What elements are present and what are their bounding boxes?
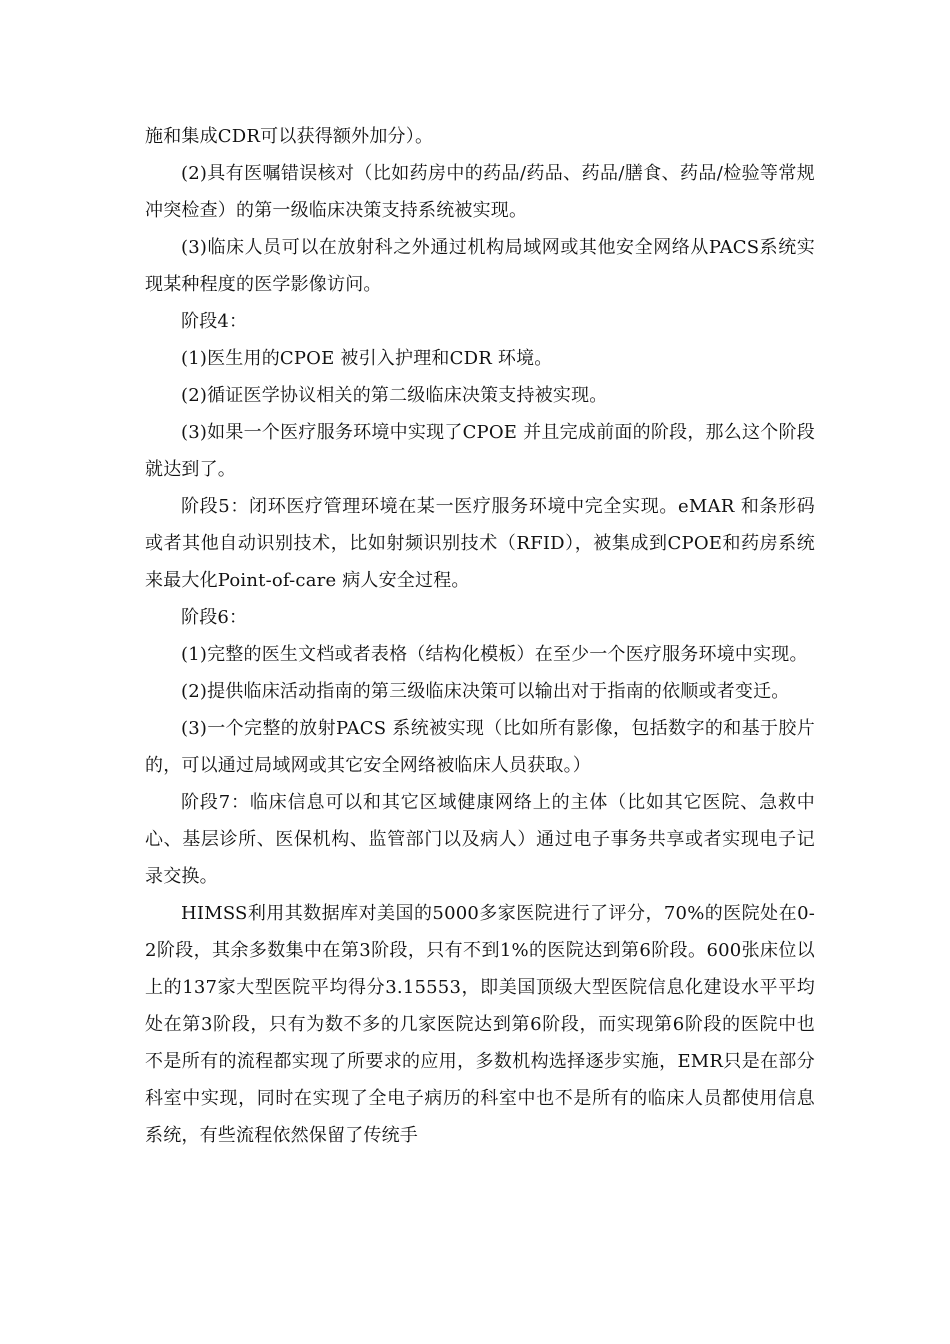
heading-stage4: 阶段4： — [181, 311, 248, 332]
paragraph-stage4-item2: (2)循证医学协议相关的第二级临床决策支持被实现。 — [181, 385, 608, 406]
paragraph-himss-summary: HIMSS利用其数据库对美国的5000多家医院进行了评分，70%的医院处在0-2阶段，其余多数集中在第3阶段，只有不到1%的医院达到第6阶段。600张床位以上的137家大型医院平均得分3.15553，即美国顶级大型医院信息化建设水平平均处在第3阶段，只有为数不多的几家医院达到第6阶段，而实现第6阶段的医院中也不是所有的流程都实现了所要求的应用，多数机构选择逐步实施，EMR只是在部分科室中实现，同时在实现了全电子病历的科室中也不是所有的临床人员都使用信息系统，有些流程依然保留了传统手 — [145, 903, 815, 1146]
paragraph-stage5: 阶段5：闭环医疗管理环境在某一医疗服务环境中完全实现。eMAR 和条形码或者其他自动识别技术，比如射频识别技术（RFID），被集成到CPOE和药房系统来最大化Point-of-care 病人安全过程。 — [145, 496, 815, 591]
paragraph-stage4-item3: (3)如果一个医疗服务环境中实现了CPOE 并且完成前面的阶段，那么这个阶段就达到了。 — [145, 422, 815, 480]
paragraph-stage3-item3: (3)临床人员可以在放射科之外通过机构局域网或其他安全网络从PACS系统实现某种程度的医学影像访问。 — [145, 237, 815, 295]
paragraph-continuation: 施和集成CDR可以获得额外加分）。 — [145, 126, 434, 147]
heading-stage6: 阶段6： — [181, 607, 248, 628]
document-body — [145, 118, 815, 1154]
paragraph-stage3-item2: (2)具有医嘱错误核对（比如药房中的药品/药品、药品/膳食、药品/检验等常规冲突检查）的第一级临床决策支持系统被实现。 — [145, 163, 815, 221]
paragraph-stage6-item1: (1)完整的医生文档或者表格（结构化模板）在至少一个医疗服务环境中实现。 — [181, 644, 808, 665]
paragraph-stage7: 阶段7：临床信息可以和其它区域健康网络上的主体（比如其它医院、急救中心、基层诊所、医保机构、监管部门以及病人）通过电子事务共享或者实现电子记录交换。 — [145, 792, 815, 887]
paragraph-stage4-item1: (1)医生用的CPOE 被引入护理和CDR 环境。 — [181, 348, 553, 369]
paragraph-stage6-item2: (2)提供临床活动指南的第三级临床决策可以输出对于指南的依顺或者变迁。 — [181, 681, 790, 702]
paragraph-stage6-item3: (3)一个完整的放射PACS 系统被实现（比如所有影像，包括数字的和基于胶片的，可以通过局域网或其它安全网络被临床人员获取。） — [145, 718, 815, 776]
